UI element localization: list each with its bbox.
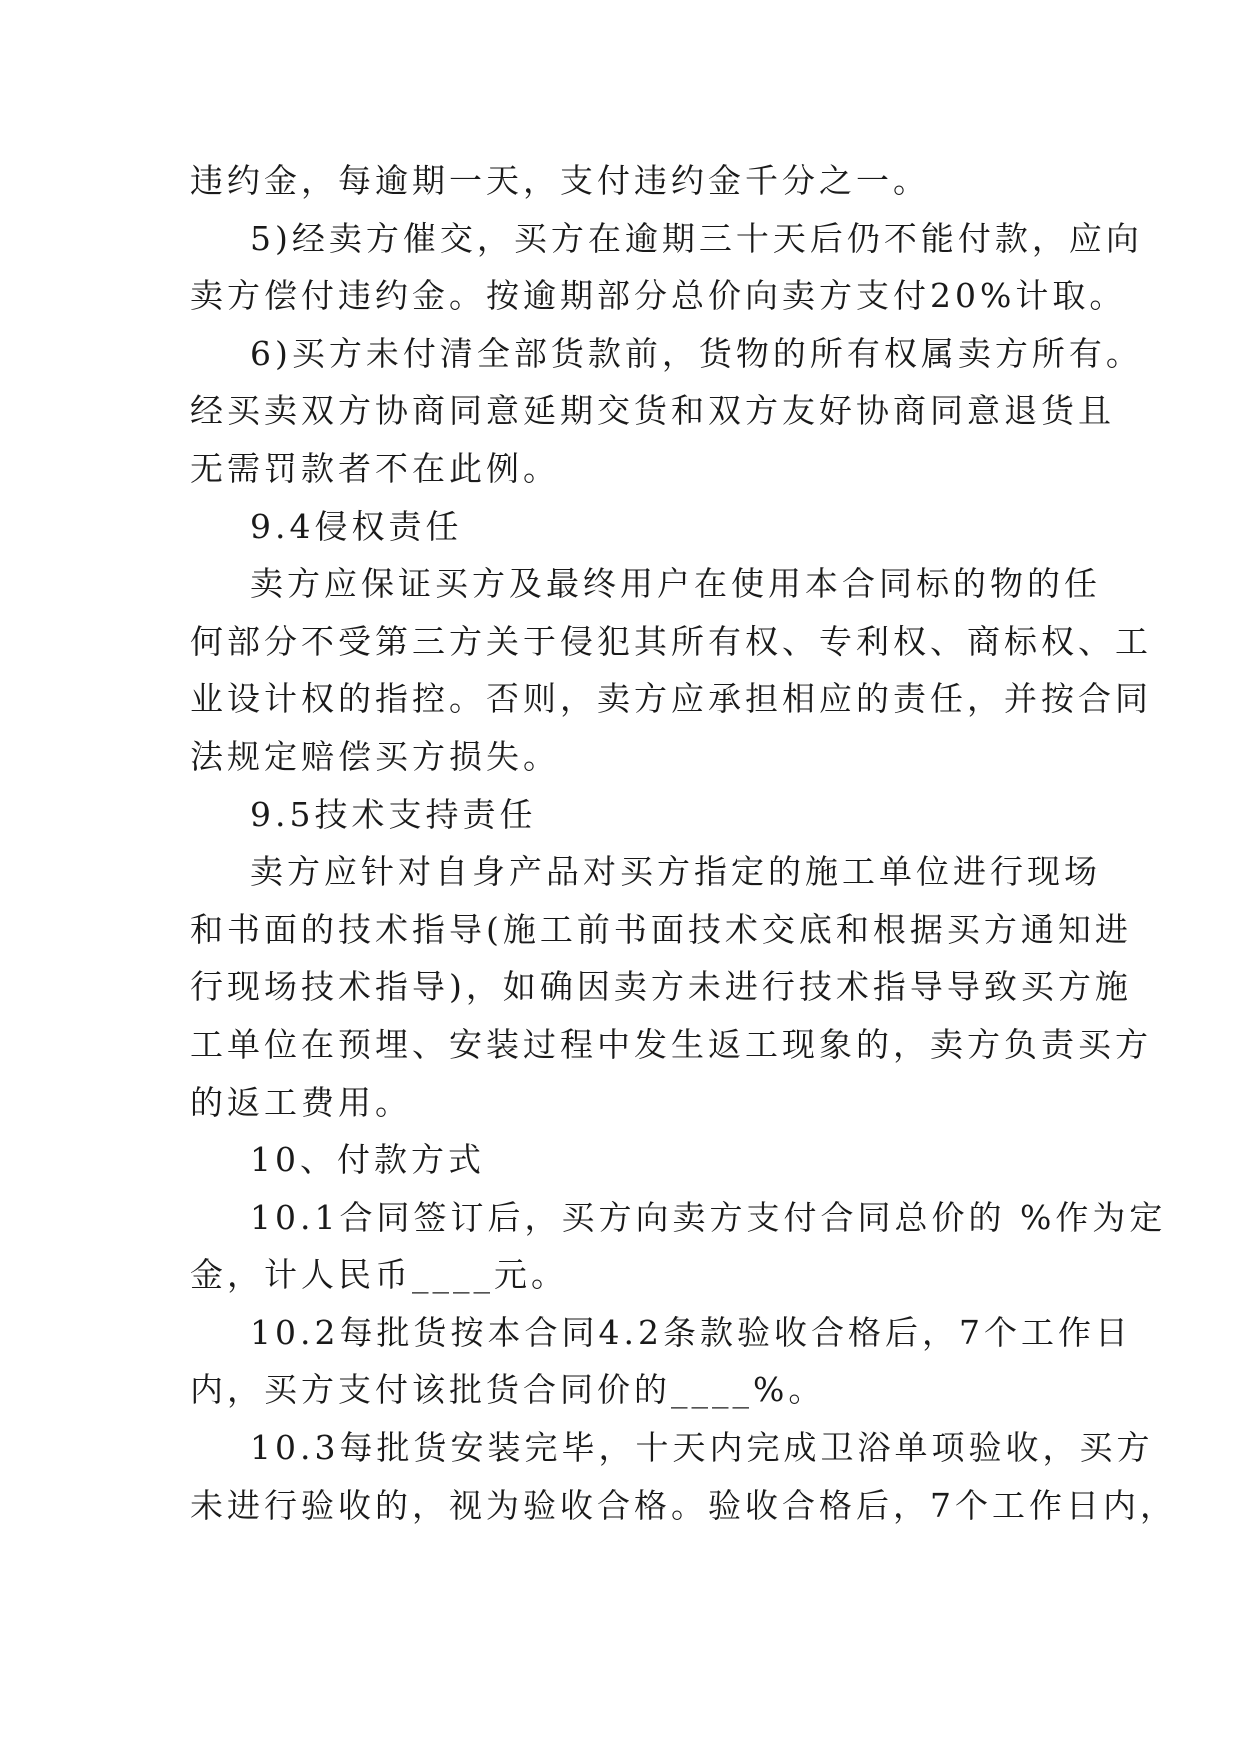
text-line: 法规定赔偿买方损失。: [190, 736, 560, 776]
text-line: 工单位在预埋、安装过程中发生返工现象的，卖方负责买方: [190, 1024, 1152, 1064]
text-line: 10.2每批货按本合同4.2条款验收合格后，7个工作日: [250, 1312, 1132, 1352]
text-line: 6)买方未付清全部货款前，货物的所有权属卖方所有。: [250, 333, 1143, 373]
text-line: 卖方应保证买方及最终用户在使用本合同标的物的任: [250, 564, 1101, 604]
section-heading: 9.4侵权责任: [250, 506, 463, 546]
text-line: 和书面的技术指导(施工前书面技术交底和根据买方通知进: [190, 909, 1132, 949]
text-line: 10.3每批货安装完毕，十天内完成卫浴单项验收，买方: [250, 1428, 1154, 1468]
text-line: 未进行验收的，视为验收合格。验收合格后，7个工作日内，: [190, 1485, 1177, 1525]
section-heading: 10、付款方式: [250, 1140, 485, 1180]
text-line: 10.1合同签订后，买方向卖方支付合同总价的 %作为定: [250, 1197, 1167, 1237]
text-line: 5)经卖方催交，买方在逾期三十天后仍不能付款，应向: [250, 218, 1143, 258]
contract-body: [190, 152, 1177, 1534]
text-line: 卖方偿付违约金。按逾期部分总价向卖方支付20%计取。: [190, 276, 1127, 316]
text-line: 违约金，每逾期一天，支付违约金千分之一。: [190, 161, 930, 200]
text-line: 无需罚款者不在此例。: [190, 448, 560, 488]
text-line: 的返工费用。: [190, 1082, 412, 1122]
text-line: 何部分不受第三方关于侵犯其所有权、专利权、商标权、工: [190, 621, 1152, 661]
text-line: 行现场技术指导)，如确因卖方未进行技术指导导致买方施: [190, 967, 1132, 1007]
section-heading: 9.5技术支持责任: [250, 794, 537, 834]
text-line: 内，买方支付该批货合同价的____%。: [190, 1370, 826, 1410]
text-line: 业设计权的指控。否则，卖方应承担相应的责任，并按合同: [190, 679, 1152, 719]
text-line: 金，计人民币____元。: [190, 1255, 568, 1295]
text-line: 经买卖双方协商同意延期交货和双方友好协商同意退货且: [190, 391, 1115, 431]
text-line: 卖方应针对自身产品对买方指定的施工单位进行现场: [250, 852, 1101, 892]
